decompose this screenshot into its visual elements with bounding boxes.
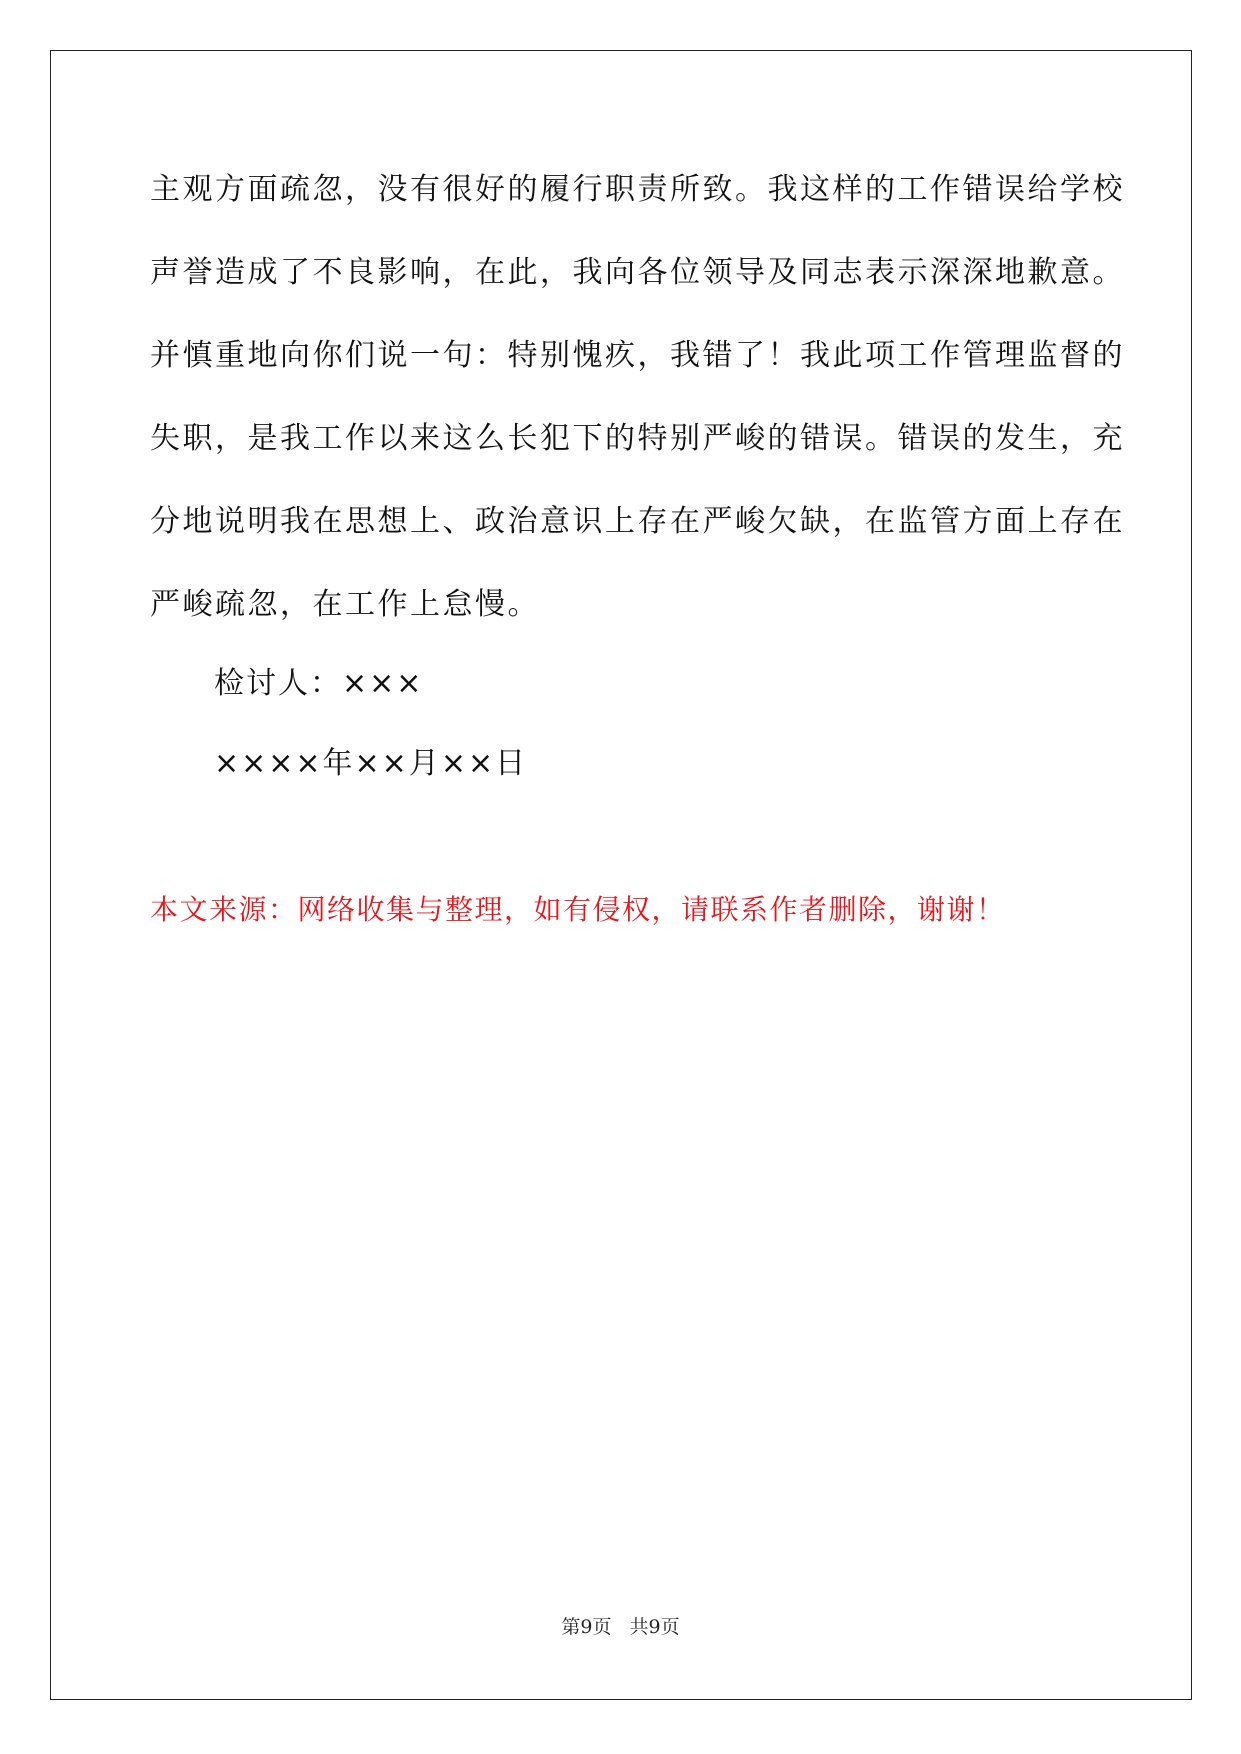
paragraph-line: 失职，是我工作以来这么长犯下的特别严峻的错误。错误的发生，充 [150, 421, 1125, 456]
paragraph-line: 主观方面疏忽，没有很好的履行职责所致。我这样的工作错误给学校 [150, 172, 1125, 207]
paragraph-line: 分地说明我在思想上、政治意识上存在严峻欠缺，在监管方面上存在 [150, 504, 1125, 539]
page-frame [50, 50, 1192, 1700]
total-pages-label: 共9页 [629, 1616, 680, 1638]
source-note: 本文来源：网络收集与整理，如有侵权，请联系作者删除，谢谢！ [150, 893, 1006, 926]
paragraph-line: 严峻疏忽，在工作上怠慢。 [150, 587, 540, 622]
date-line: ××××年××月××日 [214, 746, 528, 781]
current-page-label: 第9页 [561, 1616, 612, 1638]
paragraph-line: 声誉造成了不良影响，在此，我向各位领导及同志表示深深地歉意。 [150, 255, 1125, 290]
paragraph-line: 并慎重地向你们说一句：特别愧疚，我错了！我此项工作管理监督的 [150, 338, 1125, 373]
signer-line: 检讨人：××× [214, 666, 424, 701]
page-footer [0, 1614, 1241, 1640]
